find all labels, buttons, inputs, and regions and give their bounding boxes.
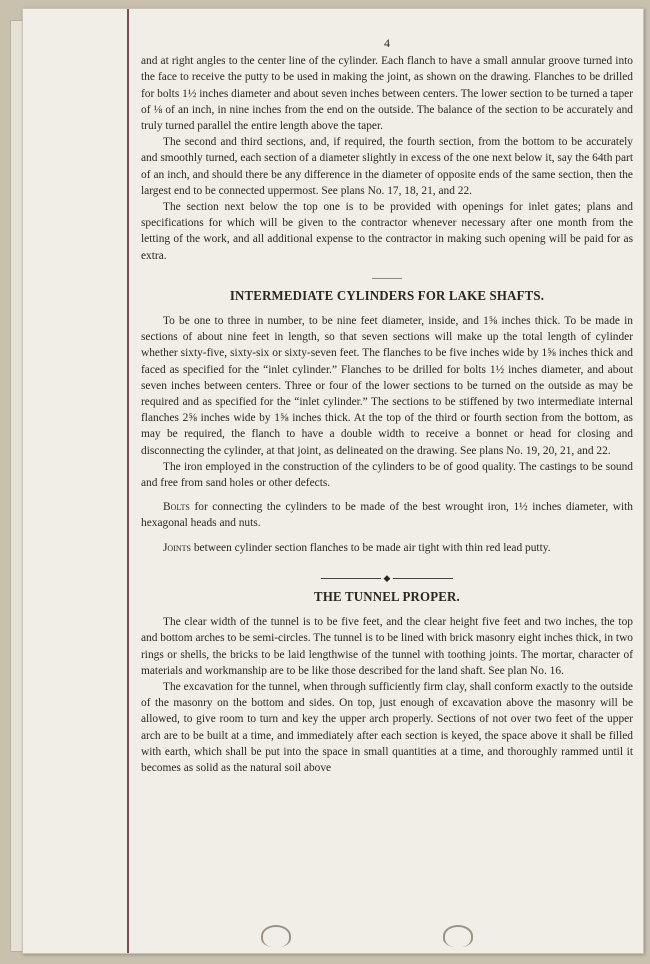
binding-clip: [443, 925, 473, 947]
paragraph: To be one to three in number, to be nine feet diameter, inside, and 1⅝ inches thick. To be made in sections of about nine feet in length, so that seven sections will make up the total length of cylinder whether sixty-five, sixty-six or sixty-seven feet. The flanches to be five inches wide by 1⅝ inches thick and faced as specified for the “inlet cylinder.” Flanches to be drilled for bolts 1½ inches diameter, and about seven inches between centers. Three or four of the lower sections to be turned on the outside as may be required and as specified for the “inlet cylinder.” The sections to be stiffened by two intermediate internal flanches 2⅝ inches wide by 1⅝ inches thick. At the top of the third or fourth section from the bottom, as may be required, the flanch to have a double width to receive a bonnet or head for closing and disconnecting the cylinder, at that joint, as delineated on the drawing. See plans No. 19, 20, 21, and 22.: [141, 315, 633, 457]
bolts-text: for connecting the cylinders to be made of the best wrought iron, 1½ inches diameter, with hexagonal heads and nuts.: [141, 501, 633, 530]
joints-label: Joints: [163, 541, 191, 554]
document-page: [22, 8, 644, 954]
paragraph: The section next below the top one is to be provided with openings for inlet gates; plans and specifications for which will be given to the contractor whenever necessary after one month from the letting of the work, and all additional expense to the contractor in making such opening will be paid for as extra.: [141, 201, 633, 262]
diamond-icon: ◆: [383, 573, 391, 584]
paragraph: The second and third sections, and, if required, the fourth section, from the bottom to be accurately and smoothly turned, each section of a diameter slightly in excess of the one next below it, say the 64th part of an inch, and should there be any difference in the diameter of opposite ends of the same section, then the largest end to be connected uppermost. See plans No. 17, 18, 21, and 22.: [141, 136, 633, 197]
paragraph: The iron employed in the construction of the cylinders to be of good quality. The castings to be sound and free from sand holes or other defects.: [141, 460, 633, 490]
binding-clip: [261, 925, 291, 947]
ornamental-divider: [141, 570, 633, 584]
paragraph: The clear width of the tunnel is to be five feet, and the clear height five feet and two inches, the top and bottom arches to be semi-circles. The tunnel is to be lined with brick masonry eight inches thick, in two rings or shells, the bricks to be laid lengthwise of the tunnel with toothing joints. The mortar, character of materials and workmanship are to be like those described for the land shaft. See plan No. 16.: [141, 616, 633, 677]
paragraph: The excavation for the tunnel, when through sufficiently firm clay, shall conform exactly to the outside of the masonry on the bottom and sides. On top, just enough of excavation above the masonry will be allowed, to give room to turn and key the upper arch properly. Sections of not over two feet of the upper arch are to be built at a time, and immediately after each section is keyed, the space above it shall be filled with earth, which shall be put into the space in small quantities at a time, and thoroughly rammed until it becomes as solid as the natural soil above: [141, 680, 633, 774]
margin-rule: [127, 9, 129, 953]
section-heading: THE TUNNEL PROPER.: [314, 589, 460, 605]
paragraph-bolts: [141, 499, 633, 531]
paragraph: and at right angles to the center line of the cylinder. Each flanch to have a small annular groove turned into the face to receive the putty to be used in making the joint, as shown on the drawing. Flanches to be drilled for bolts 1½ inches diameter and about seven inches between centers. The lower section to be turned a taper of ⅛ of an inch, in nine inches from the end on the outside. The balance of the section to be accurately and truly turned parallel the entire length above the taper.: [141, 55, 633, 133]
joints-text: between cylinder section flanches to be made air tight with thin red lead putty.: [193, 541, 551, 554]
page-number: 4: [384, 36, 390, 50]
bolts-label: Bolts: [163, 501, 190, 514]
paragraph-joints: [141, 540, 633, 556]
section-divider: [372, 278, 402, 279]
page-content: [141, 19, 633, 776]
section-heading: INTERMEDIATE CYLINDERS FOR LAKE SHAFTS.: [229, 288, 545, 304]
